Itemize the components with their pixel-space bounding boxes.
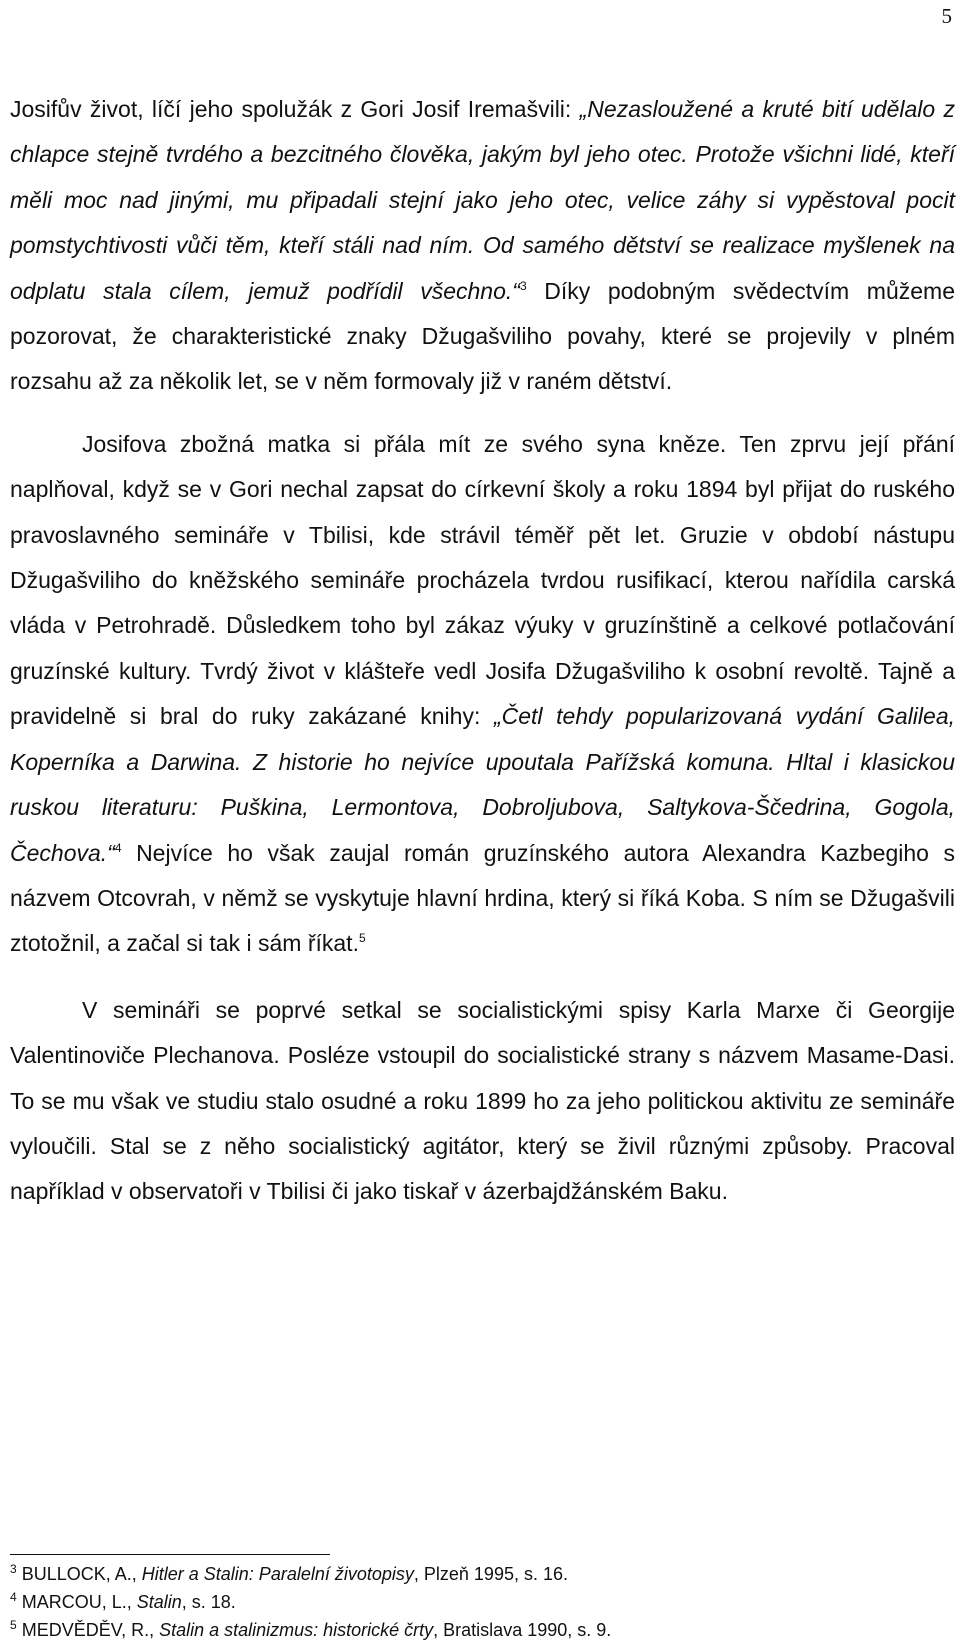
- footnote-number: 4: [10, 1590, 17, 1604]
- paragraph-2-part-1: Josifova zbožná matka si přála mít ze svého syna kněze. Ten zprvu její přání naplňoval, když se v Gori nechal zapsat do církevní školy a roku 1894 byl přijat do ruského pravoslavného semináře v Tbilisi, kde strávil téměř pět let. Gruzie v období nástupu Džugašviliho do kněžského semináře procházela tvrdou rusifikací, kterou nařídila carská vláda v Petrohradě. Důsledkem toho byl zákaz výuky v gruzínštině a celkové potlačování gruzínské kultury. Tvrdý život v klášteře vedl Josifa Džugašviliho k osobní revoltě. Tajně a pravidelně si bral do ruky zakázané knihy:: [10, 430, 955, 730]
- paragraph-2-part-2: Nejvíce ho však zaujal román gruzínského autora Alexandra Kazbegiho s názvem Otcovrah, v němž se vyskytuje hlavní hrdina, který si říká Koba. S ním se Džugašvili ztotožnil, a začal si tak i sám říkat.: [10, 839, 955, 957]
- paragraph-2-quote: „Četl tehdy popularizovaná vydání Galilea, Koperníka a Darwina. Z historie ho nejvíce upoutala Pařížská komuna. Hltal i klasickou ruskou literaturu: Puškina, Lermontova, Dobroljubova, Saltykova-Ščedrina, Gogola, Čechova.“: [10, 703, 955, 866]
- footnote-title: Stalin a stalinizmus: historické črty: [159, 1620, 434, 1640]
- footnote-4: [10, 1588, 950, 1616]
- footnote-ref-5: 5: [358, 931, 366, 946]
- footnote-author: BULLOCK, A.,: [21, 1564, 142, 1584]
- footnote-title: Stalin: [136, 1592, 182, 1612]
- footnote-ref-4: 4: [114, 840, 122, 855]
- footnote-details: , Plzeň 1995, s. 16.: [413, 1564, 568, 1584]
- footnote-details: , s. 18.: [181, 1592, 236, 1612]
- footnote-title: Hitler a Stalin: Paralelní životopisy: [141, 1564, 414, 1584]
- paragraph-1-intro: Josifův život, líčí jeho spolužák z Gori Josif Iremašvili:: [10, 96, 580, 122]
- footnote-5: [10, 1616, 950, 1644]
- footnote-author: MARCOU, L.,: [21, 1592, 137, 1612]
- paragraph-3: V semináři se poprvé setkal se socialistickými spisy Karla Marxe či Georgije Valentinoviče Plechanova. Posléze vstoupil do socialistické strany s názvem Masame-Dasi. To se mu však ve studiu stalo osudné a roku 1899 ho za jeho politickou aktivitu ze semináře vyloučili. Stal se z něho socialistický agitátor, který se živil různými způsoby. Pracoval například v observatoři v Tbilisi či jako tiskař v ázerbajdžánském Baku.: [10, 996, 955, 1205]
- footnotes: [10, 1560, 950, 1644]
- paragraph-2: [10, 422, 955, 967]
- footnote-number: 3: [10, 1562, 17, 1576]
- paragraph-1-quote: „Nezasloužené a kruté bití udělalo z chlapce stejně tvrdého a bezcitného člověka, jakým byl jeho otec. Protože všichni lidé, kteří měli moc nad jinými, mu připadali stejní jako jeho otec, velice záhy si vypěstoval pocit pomstychtivosti vůči těm, kteří stáli nad ním. Od samého dětství se realizace myšlenek na odplatu stala cílem, jemuž podřídil všechno.“: [10, 96, 955, 304]
- footnote-3: [10, 1560, 950, 1588]
- page-number: 5: [941, 4, 952, 28]
- footnote-author: MEDVĚDĚV, R.,: [21, 1620, 160, 1640]
- footnote-number: 5: [10, 1618, 17, 1632]
- paragraph-1: [10, 87, 955, 405]
- body-text: [10, 87, 955, 1215]
- footnote-separator: [10, 1554, 330, 1555]
- paragraph-1-rest: Díky podobným svědectvím můžeme pozorovat, že charakteristické znaky Džugašviliho povahy, které se projevily v plném rozsahu až za několik let, se v něm formovaly již v raném dětství.: [10, 277, 955, 395]
- footnote-details: , Bratislava 1990, s. 9.: [433, 1620, 612, 1640]
- footnote-ref-3: 3: [519, 278, 527, 293]
